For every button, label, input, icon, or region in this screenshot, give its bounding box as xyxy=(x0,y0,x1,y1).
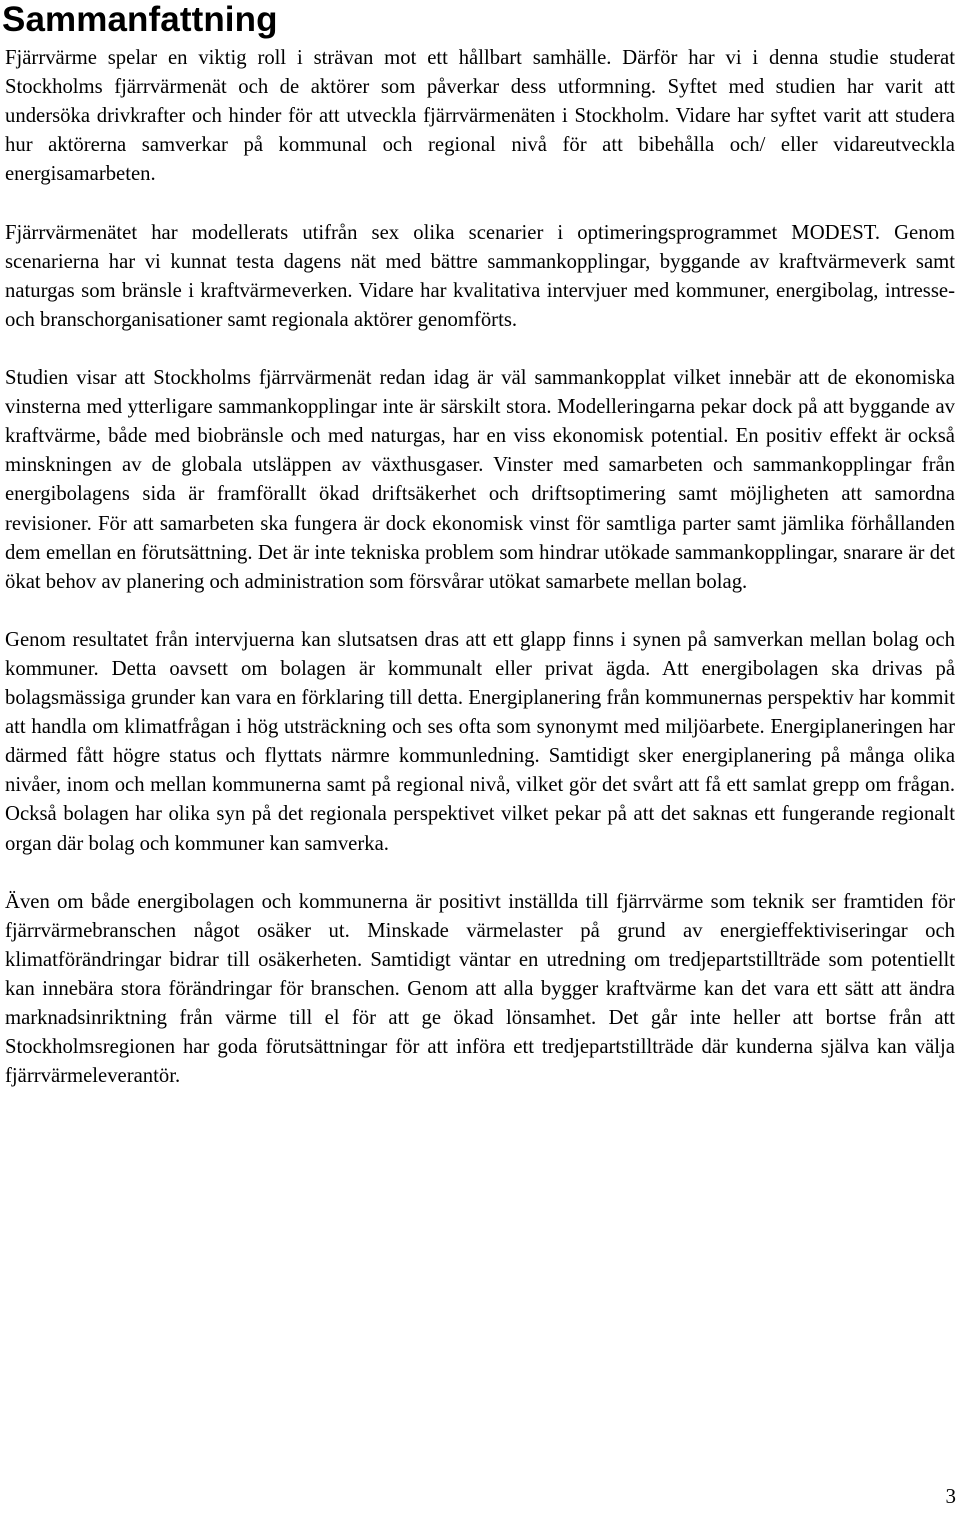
paragraph-results-interviews: Genom resultatet från intervjuerna kan slutsatsen dras att ett glapp finns i synen på samverkan mellan bolag och kommuner. Detta oavsett om bolagen är kommunalt eller privat ägda. Att energibolagen ska drivas på bolagsmässiga grunder kan vara en förklaring till detta. Energiplanering från kommunernas perspektiv har kommit att handla om klimatfrågan i hög utsträckning och ses ofta som synonymt med miljöarbete. Energiplaneringen har därmed fått högre status och flyttats närmre kommunledning. Samtidigt sker energiplanering på många olika nivåer, inom och mellan kommunerna samt på regional nivå, vilket gör det svårt att få ett samlat grepp om frågan. Också bolagen har olika syn på det regionala perspektivet vilket pekar på att det saknas ett fungerande regionalt organ där bolag och kommuner kan samverka. xyxy=(5,628,955,855)
document-body xyxy=(5,44,955,1120)
paragraph-outlook: Även om både energibolagen och kommunerna är positivt inställda till fjärrvärme som teknik ser framtiden för fjärrvärmebranschen något osäker ut. Minskade värmelaster på grund av energieffektiviseringar och klimatförändringar bidrar till osäkerheten. Samtidigt väntar en utredning om tredjepartstillträde som potentiellt kan innebära stora förändringar för branschen. Genom att alla bygger kraftvärme kan det vara ett sätt att ändra marknadsinriktning från värme till el för att ge ökad lönsamhet. Det går inte heller att bortse från att Stockholmsregionen har goda förutsättningar för att införa ett tredjepartstillträde där kunderna själva kan välja fjärrvärmeleverantör. xyxy=(5,890,955,1088)
paragraph-intro: Fjärrvärme spelar en viktig roll i strävan mot ett hållbart samhälle. Därför har vi i denna studie studerat Stockholms fjärrvärmenät och de aktörer som påverkar dess utformning. Syftet med studien har varit att undersöka drivkrafter och hinder för att utveckla fjärrvärmenäten i Stockholm. Vidare har syftet varit att studera hur aktörerna samverkar på kommunal och regional nivå för att bibehålla och/ eller vidareutveckla energisamarbeten. xyxy=(5,47,955,186)
paragraph-results-model: Studien visar att Stockholms fjärrvärmenät redan idag är väl sammankopplat vilket innebär att de ekonomiska vinsterna med ytterligare sammankopplingar inte är särskilt stora. Modelleringarna pekar dock på att byggande av kraftvärme, både med biobränsle och med naturgas, har en viss ekonomisk potential. En positiv effekt är också minskningen av de globala utsläppen av växthusgaser. Vinster med samarbeten och sammankopplingar från energibolagens sida är framförallt ökad driftsäkerhet och driftsoptimering samt möjligheten att samordna revisioner. För att samarbeten ska fungera är dock ekonomisk vinst för samtliga parter samt jämlika förhållanden dem emellan en förutsättning. Det är inte tekniska problem som hindrar utökade sammankopplingar, snarare är det ökat behov av planering och administration som försvårar utökat samarbete mellan bolag. xyxy=(5,367,955,593)
page-number: 3 xyxy=(945,1484,956,1508)
page-title: Sammanfattning xyxy=(2,0,278,39)
paragraph-method: Fjärrvärmenätet har modellerats utifrån sex olika scenarier i optimeringsprogrammet MODEST. Genom scenarierna har vi kunnat testa dagens nät med bättre sammankopplingar, byggande av kraftvärmeverk samt naturgas som bränsle i kraftvärmeverken. Vidare har kvalitativa intervjuer med kommuner, energibolag, intresse- och branschorganisationer samt regionala aktörer genomförts. xyxy=(5,221,955,331)
